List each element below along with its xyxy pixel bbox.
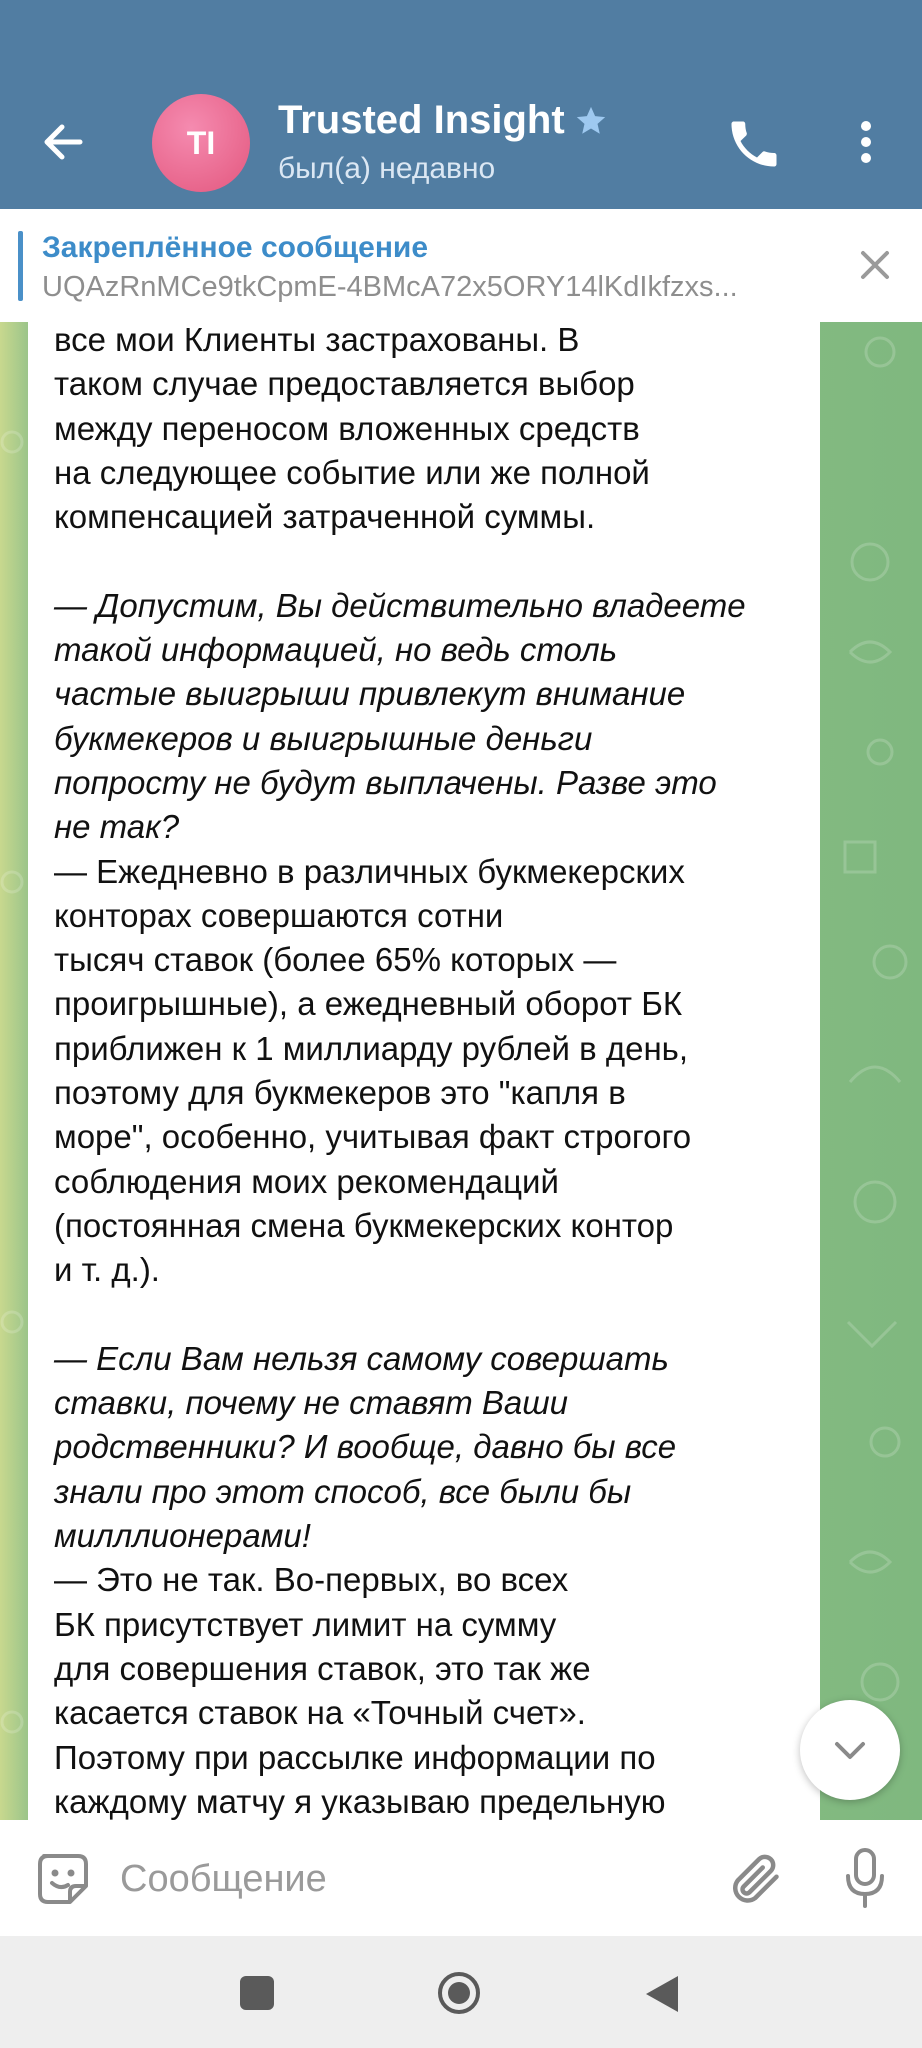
message-line: — Это не так. Во-первых, во всех [54,1561,569,1599]
pinned-text: UQAzRnMCe9tkCpmE-4BMcA72x5ORY14lKdIkfzxs... [42,271,738,303]
message-line [54,539,814,583]
emoji-button[interactable] [34,1850,92,1908]
phone-icon [724,114,784,174]
pinned-label: Закреплённое сообщение [42,231,429,264]
scroll-down-button[interactable] [800,1700,900,1800]
message-line: соблюдения моих рекомендаций [54,1162,559,1200]
message-line: не так? [54,808,180,846]
message-line: букмекеров и выигрышные деньги [54,719,593,757]
pinned-indicator [18,231,23,301]
message-line: приближен к 1 миллиарду рублей в день, [54,1029,689,1067]
home-button[interactable] [436,1970,482,2016]
chat-header [0,0,922,209]
system-nav-bar [0,1936,922,2048]
message-line: тысяч ставок (более 65% которых — [54,941,617,979]
message-line: море", особенно, учитывая факт строгого [54,1118,692,1156]
close-pinned-button[interactable] [854,244,896,286]
message-line: попросту не будут выплачены. Разве это [54,763,717,801]
message-composer [0,1820,922,1936]
message-line: — Ежедневно в различных букмекерских [54,852,685,890]
chat-title[interactable]: Trusted Insight [278,98,565,142]
message-line: проигрышные), а ежедневный оборот БК [54,985,683,1023]
message-line: БК присутствует лимит на сумму [54,1605,557,1643]
message-input[interactable] [118,1848,682,1910]
message-text [54,322,814,1820]
more-menu-button[interactable] [846,112,886,172]
avatar[interactable]: TI [152,94,250,192]
message-line: компенсацией затраченной суммы. [54,498,596,536]
recent-apps-button[interactable] [240,1976,274,2010]
system-back-button[interactable] [642,1972,682,2016]
triangle-back-icon [642,1972,682,2016]
sticker-emoji-icon [34,1850,92,1908]
message-line: поэтому для букмекеров это "капля в [54,1074,626,1112]
message-line: знали про этот способ, все были бы [54,1472,632,1510]
voice-message-button[interactable] [840,1846,890,1910]
attach-button[interactable] [724,1848,784,1908]
message-line: для совершения ставок, это так же [54,1649,591,1687]
message-line: — Если Вам нельзя самому совершать [54,1339,669,1377]
microphone-icon [840,1846,890,1910]
chat-area[interactable] [0,322,922,1820]
message-line: милллионерами! [54,1517,311,1555]
message-line: каждому матчу я указываю предельную [54,1782,666,1820]
paperclip-icon [724,1848,784,1908]
arrow-left-icon [36,112,96,172]
message-line: касается ставок на «Точный счет». [54,1694,586,1732]
pinned-message-bar[interactable] [0,209,922,323]
message-line: (постоянная смена букмекерских контор [54,1206,674,1244]
close-icon [854,244,896,286]
message-line: на следующее событие или же полной [54,453,650,491]
message-line: Поэтому при рассылке информации по [54,1738,656,1776]
message-line: конторах совершаются сотни [54,896,504,934]
message-line: родственники? И вообще, давно бы все [54,1428,677,1466]
chevron-down-icon [825,1725,875,1775]
back-button[interactable] [36,112,96,172]
star-icon [574,104,608,138]
message-line: все мои Клиенты застрахованы. В [54,322,580,358]
message-line: такой информацией, но ведь столь [54,631,618,669]
message-line: и т. д.). [54,1251,160,1289]
call-button[interactable] [724,114,784,174]
message-line: — Допустим, Вы действительно владеете [54,586,746,624]
message-line: ставки, почему не ставят Ваши [54,1384,569,1422]
message-line [54,1293,814,1337]
chat-status: был(а) недавно [278,152,496,185]
more-vertical-icon [846,112,886,172]
message-line: между переносом вложенных средств [54,409,640,447]
home-circle-icon [436,1970,482,2016]
message-line: таком случае предоставляется выбор [54,365,635,403]
message-line: частые выигрыши привлекут внимание [54,675,686,713]
